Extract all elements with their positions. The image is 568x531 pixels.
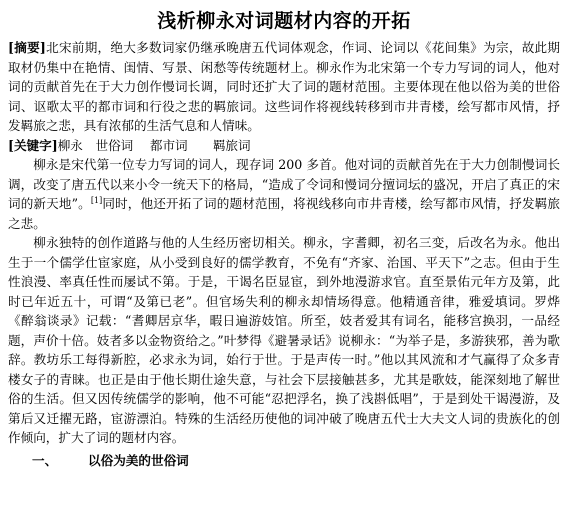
- citation-ref: [1]: [90, 195, 103, 205]
- keywords-text: 柳永 世俗词 都市词 羁旅词: [57, 137, 251, 153]
- paragraph-1-text-b: 同时，他还开拓了词的题材范围，将视线移向市井青楼，绘写都市风情，抒发羁旅之悲。: [8, 196, 560, 231]
- abstract-text: 北宋前期，绝大多数词家仍继承晚唐五代词体观念，作词、论词以《花间集》为宗，故此期取材仍集中在艳情、闺情、写景、闲愁等传统题材上。柳永作为北宋第一个专力写词的词人，他对词的贡献首先在于大力创作慢词长调，同时还扩大了词的题材范围。主要体现在他以俗为美的世俗词、讴歌太平的都市词和行役之悲的羁旅词。这些词作将视线转移到市井青楼，绘写都市风情，抒发羁旅之悲，具有浓郁的生活气息和人情味。: [8, 40, 561, 133]
- body-paragraph-1: [8, 155, 560, 233]
- document-title: 浅析柳永对词题材内容的开拓: [157, 10, 411, 32]
- section-heading: [8, 450, 560, 472]
- paragraph-1-text-a: 柳永是宋代第一位专力写词的词人，现存词 200 多首。他对词的贡献首先在于大力创制慢词长调，改变了唐五代以来小令一统天下的格局，“造成了令词和慢词分擅词坛的盛况，开启了真正的宋词的新天地”。: [8, 157, 560, 211]
- keywords-label: [关键字]: [8, 137, 58, 153]
- abstract-label: [摘要]: [8, 40, 46, 55]
- section-title: 以俗为美的世俗词: [88, 452, 189, 468]
- keywords-paragraph: [8, 136, 560, 156]
- abstract-paragraph: [8, 38, 560, 136]
- body-paragraph-2: 柳永独特的创作道路与他的人生经历密切相关。柳永，字耆卿，初名三变，后改名为永。他出生于一个儒学仕宦家庭，从小受到良好的儒学教育，不免有“齐家、治国、平天下”之志。但由于生性浪漫、率真任性而屡试不第。于是，干谒名臣显宦，到外地漫游求官。直至景佑元年方及第，此时已年近五十，可谓“及第已老”。但官场失利的柳永却情场得意。他精通音律，雅爱填词。罗烨《醉翁谈录》记载：“耆卿居京华，暇日遍游妓馆。所至，妓者爱其有词名，能移宫换羽，一品经题，声价十倍。妓者多以金物资给之。”叶梦得《避暑录话》说柳永：“为举子是，多游狭邪，善为歌辞。教坊乐工每得新腔，必求永为词，始行于世。于是声传一时。”他以其风流和才气赢得了众多青楼女子的青睐。也正是由于他长期仕途失意，与社会下层接触甚多，尤其是歌妓，能深刻地了解世俗的生活。但又因传统儒学的影响，他不可能“忍把浮名，换了浅斟低唱”，于是到处干谒漫游，及第后又迁擢无路，宦游漂泊。特殊的生活经历使他的词冲破了晚唐五代士大夫文人词的贵族化的创作倾向，扩大了词的题材内容。: [8, 235, 560, 445]
- section-number: 一、: [32, 452, 58, 468]
